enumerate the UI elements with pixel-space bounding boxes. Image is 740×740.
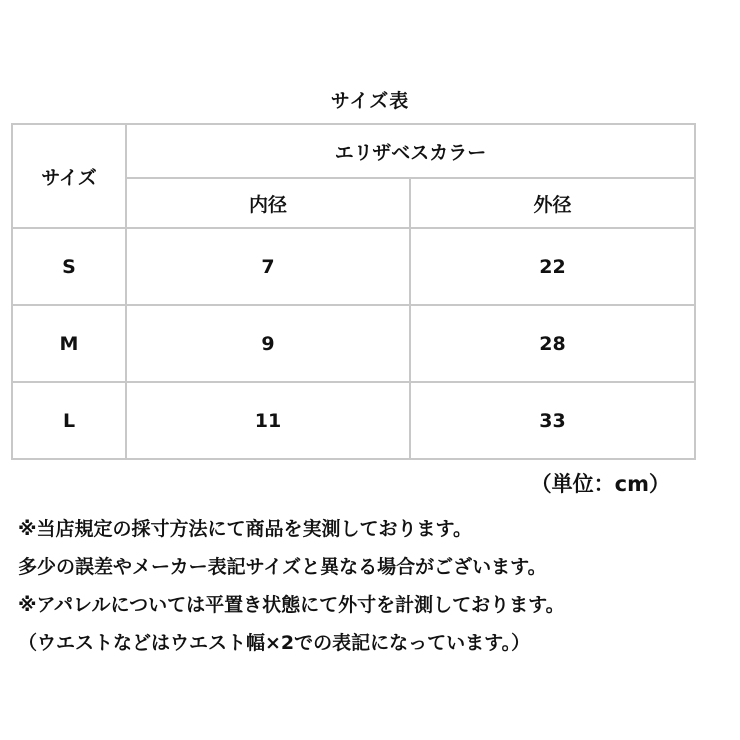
table-header-row [12,124,695,178]
note-line: （ウエストなどはウエスト幅×2での表記になっています。） [18,632,531,654]
outer-cell: 33 [410,382,695,459]
note-line: 多少の誤差やメーカー表記サイズと異なる場合がございます。 [18,556,547,578]
note-line: ※当店規定の採寸方法にて商品を実測しております。 [18,518,472,540]
outer-cell: 22 [410,228,695,305]
table-row [12,382,695,459]
outer-cell: 28 [410,305,695,382]
outer-header: 外径 [410,178,695,228]
table-row [12,305,695,382]
group-header: エリザベスカラー [126,124,695,178]
size-cell: S [12,228,126,305]
inner-cell: 11 [126,382,410,459]
unit-label: （単位：cm） [530,472,670,496]
note-line: ※アパレルについては平置き状態にて外寸を計測しております。 [18,594,565,616]
notes [18,510,733,662]
inner-cell: 9 [126,305,410,382]
table-row [12,228,695,305]
inner-cell: 7 [126,228,410,305]
inner-header: 内径 [126,178,410,228]
size-cell: L [12,382,126,459]
size-header: サイズ [12,124,126,228]
size-cell: M [12,305,126,382]
size-table [11,123,696,460]
page-title: サイズ表 [330,90,410,112]
